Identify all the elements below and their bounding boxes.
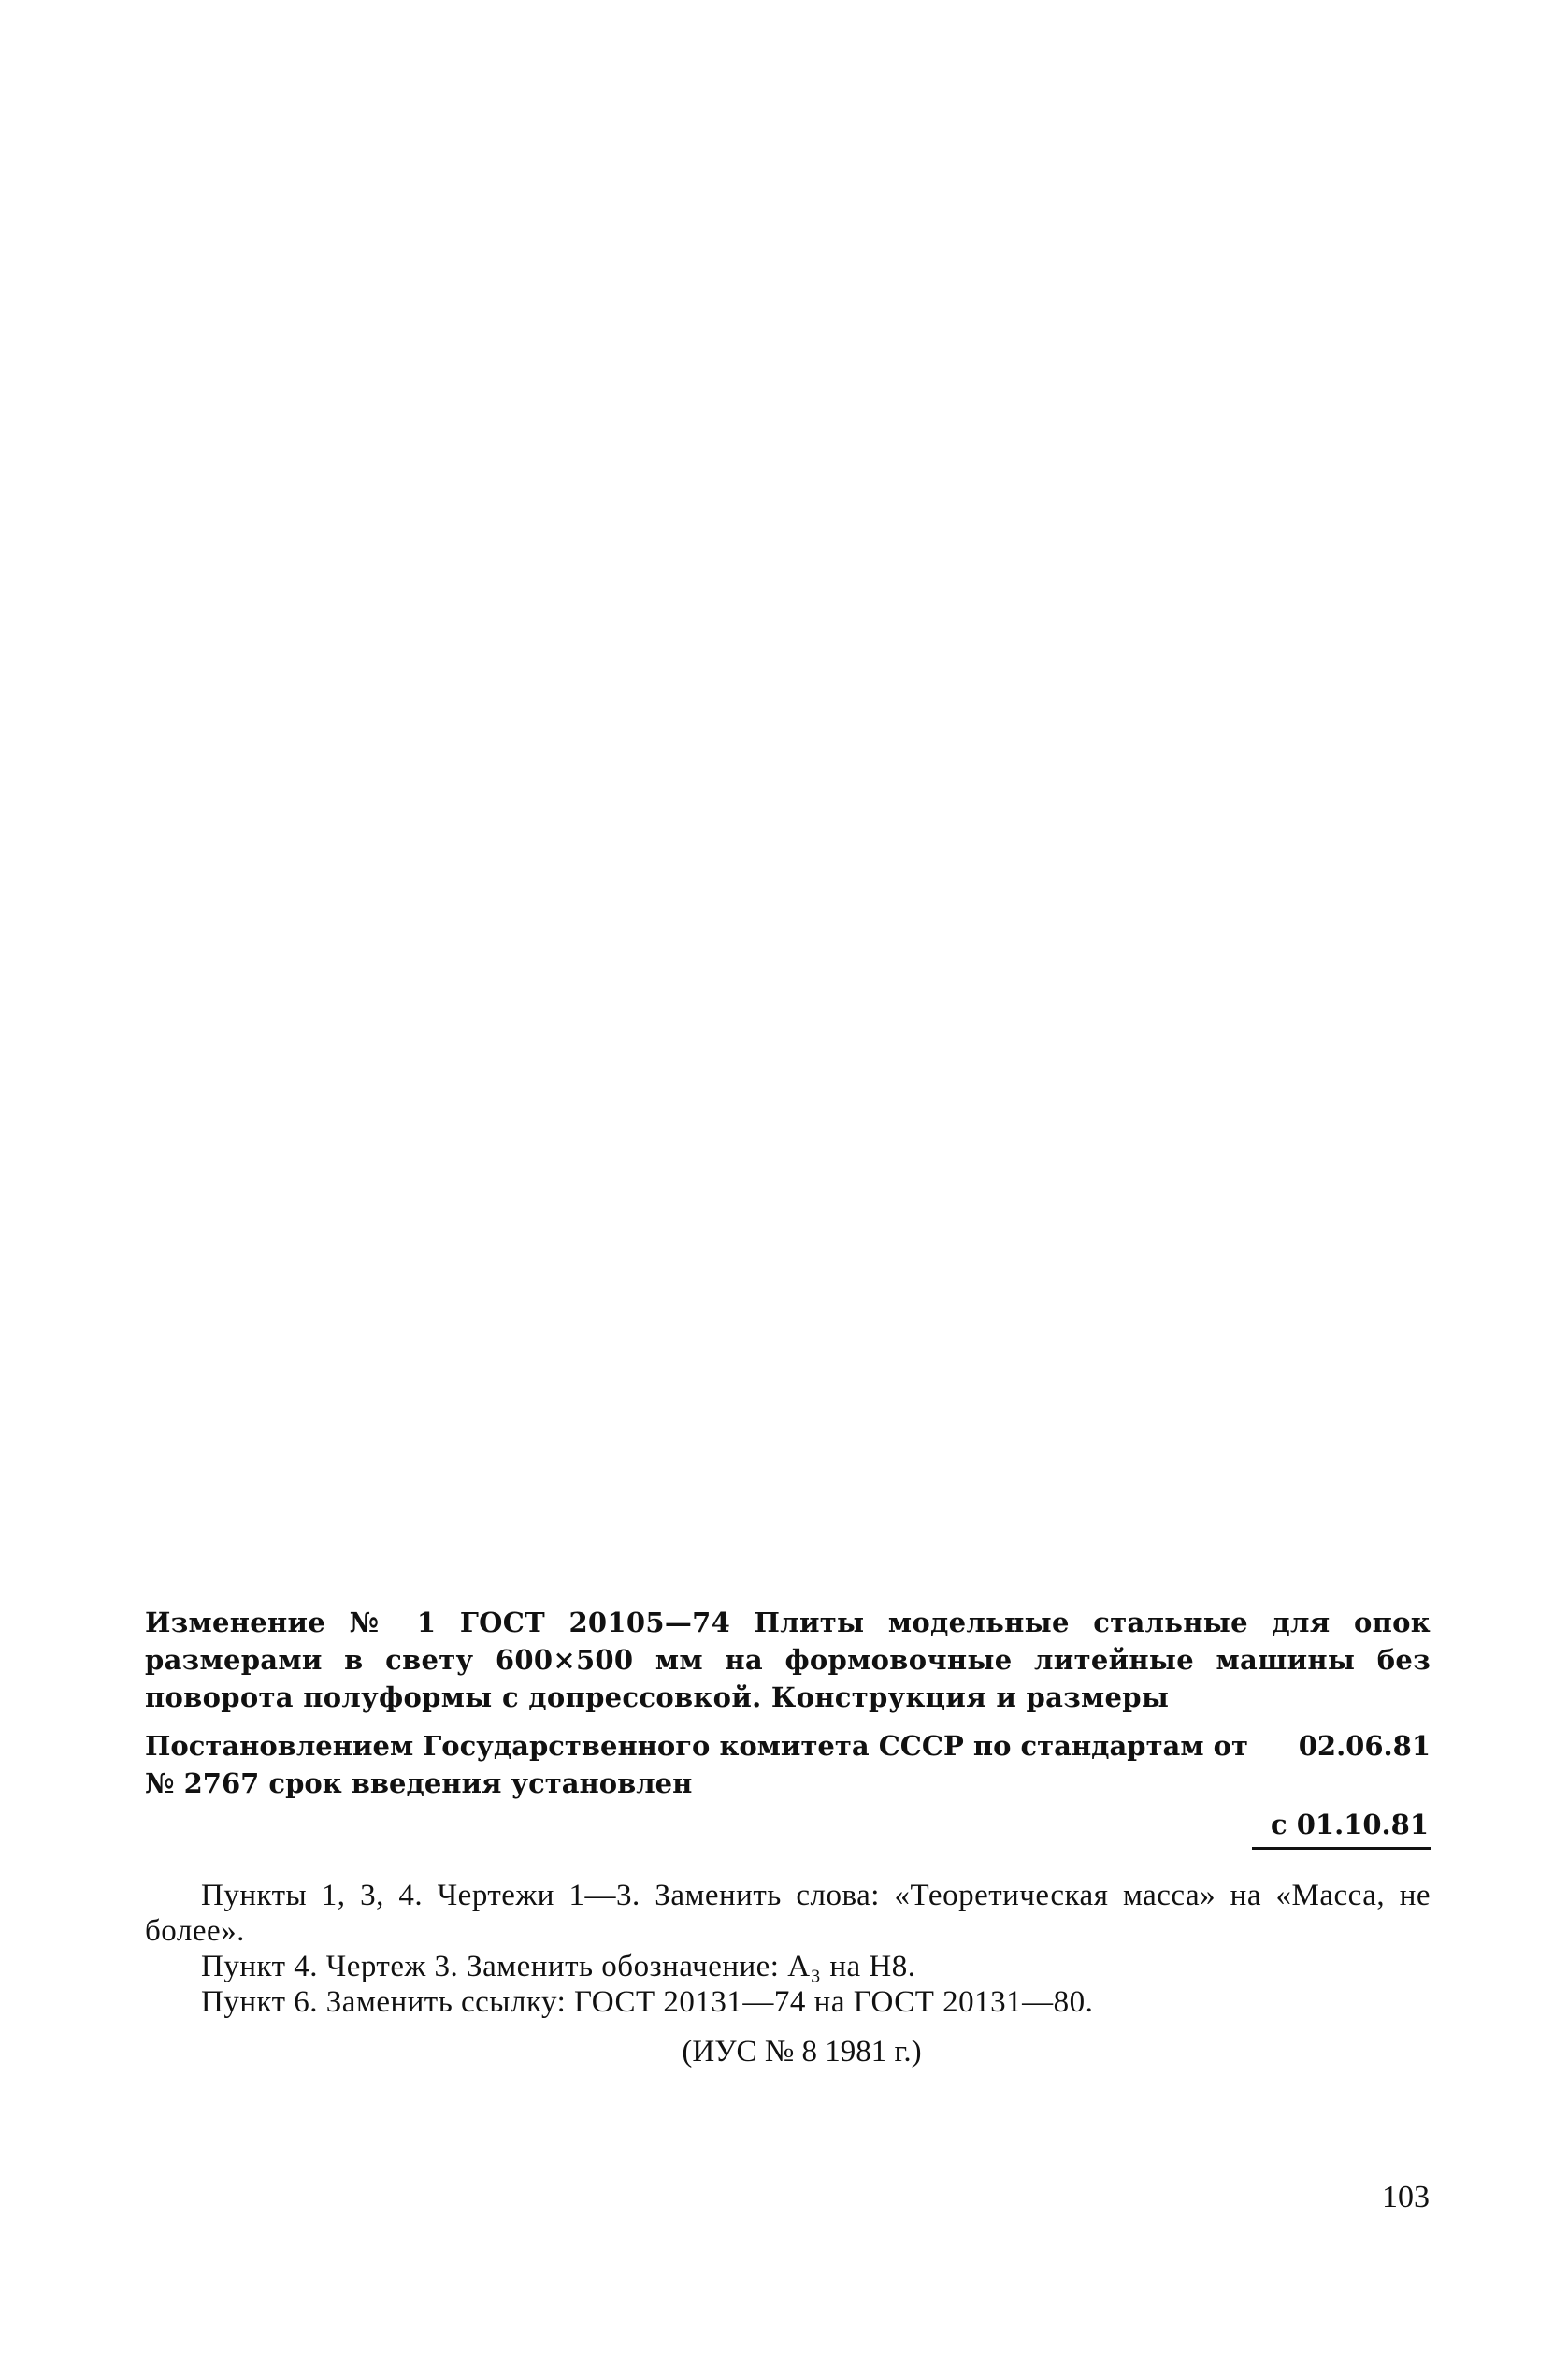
paragraph-1: Пункты 1, 3, 4. Чертежи 1—3. Заменить слова: «Теоретическая масса» на «Масса, не более». [145, 1879, 1431, 1948]
source-reference: (ИУС № 8 1981 г.) [682, 2035, 922, 2068]
effective-date: с 01.10.81 [1252, 1806, 1431, 1850]
effective-date-row [145, 1806, 1431, 1850]
decree-date: 02.06.81 [1298, 1730, 1431, 1762]
paragraph-2: Пункт 4. Чертеж 3. Заменить обозначение: A₃ на H8. [201, 1950, 916, 1983]
decree-line-2: № 2767 срок введения установлен [145, 1767, 693, 1799]
amendment-body [145, 1878, 1431, 2020]
amendment-block [145, 1604, 1431, 2070]
page-number: 103 [1382, 2180, 1430, 2214]
decree-line-1 [145, 1727, 1431, 1765]
decree-text: Постановлением Государственного комитета СССР по стандартам от [145, 1730, 1248, 1762]
amendment-heading: Изменение № 1 ГОСТ 20105—74 Плиты модельные стальные для опок размерами в свету 600×500 мм на формовочные литейные машины без поворота полуформы с допрессовкой. Конструкция и размеры [145, 1607, 1431, 1713]
decree-block [145, 1727, 1431, 1802]
paragraph-3: Пункт 6. Заменить ссылку: ГОСТ 20131—74 на ГОСТ 20131—80. [201, 1985, 1094, 2019]
